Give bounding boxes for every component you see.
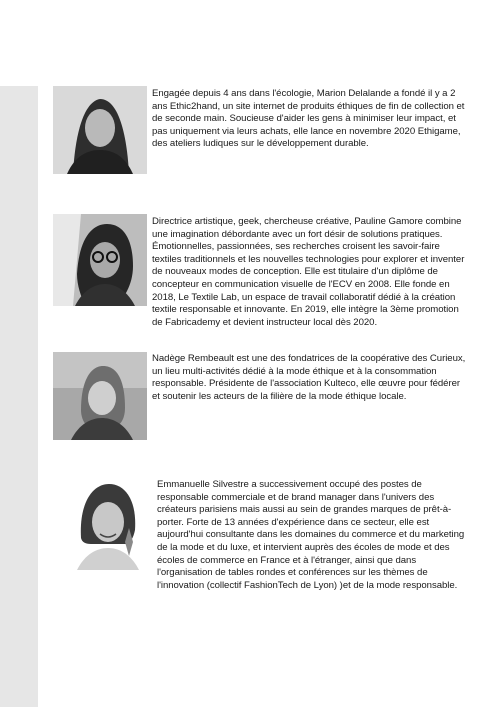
- bio-text: Emmanuelle Silvestre a successivement occupé des postes de responsable commerciale et de brand manager dans l'univers des créateurs parisiens mais aussi au sein de grandes marques de prêt-à-porter. Forte de 13 années d'expérience dans ce secteur, elle est aujourd'hui consultante dans les domaines du commerce et du marketing de la mode et du luxe, et intervient auprès des écoles de mode et des écoles de commerce en France et à l'étranger, ainsi que dans l'organisation de tables rondes et conférences sur les thèmes de l'innovation (collectif FashionTech de Lyon) )et de la mode responsable.: [157, 479, 465, 591]
- bio-text: Directrice artistique, geek, chercheuse créative, Pauline Gamore combine une imagination débordante avec un fort désir de solutions pratiques. Émotionnelles, passionnées, ses recherches croisent les savoir-faire textiles traditionnels et les nouvelles technologies pour explorer et inventer de nouveaux modes de conception. Elle est titulaire d'un diplôme de concepteur en communication visuelle de l'ECV en 2008. Elle fonde en 2018, Le Textile Lab, un espace de travail collaboratif dédié à la création textile responsable et innovante. En 2019, elle intègre la 3ème promotion de Fabricademy et devient instructeur local dès 2020.: [152, 216, 465, 328]
- portrait-photo: [53, 352, 147, 440]
- portrait-photo: [53, 86, 147, 174]
- bio-text: Nadège Rembeault est une des fondatrices de la coopérative des Curieux, un lieu multi-activités dédié à la mode éthique et à la consommation responsable. Présidente de l'association Kulteco, elle œuvre pour fédérer et soutenir les acteurs de la filière de la mode éthique locale.: [152, 353, 466, 402]
- side-margin-band: [0, 86, 38, 707]
- bio-text: Engagée depuis 4 ans dans l'écologie, Marion Delalande a fondé il y a 2 ans Ethic2hand, un site internet de produits éthiques de fin de collection et de seconde main. Soucieuse d'aider les gens à minimiser leur impact, et pas uniquement via leurs achats, elle lance en novembre 2020 Ethigame, des ateliers ludiques sur le développement durable.: [152, 88, 465, 150]
- portrait-photo: [67, 478, 147, 570]
- portrait-photo: [53, 214, 147, 306]
